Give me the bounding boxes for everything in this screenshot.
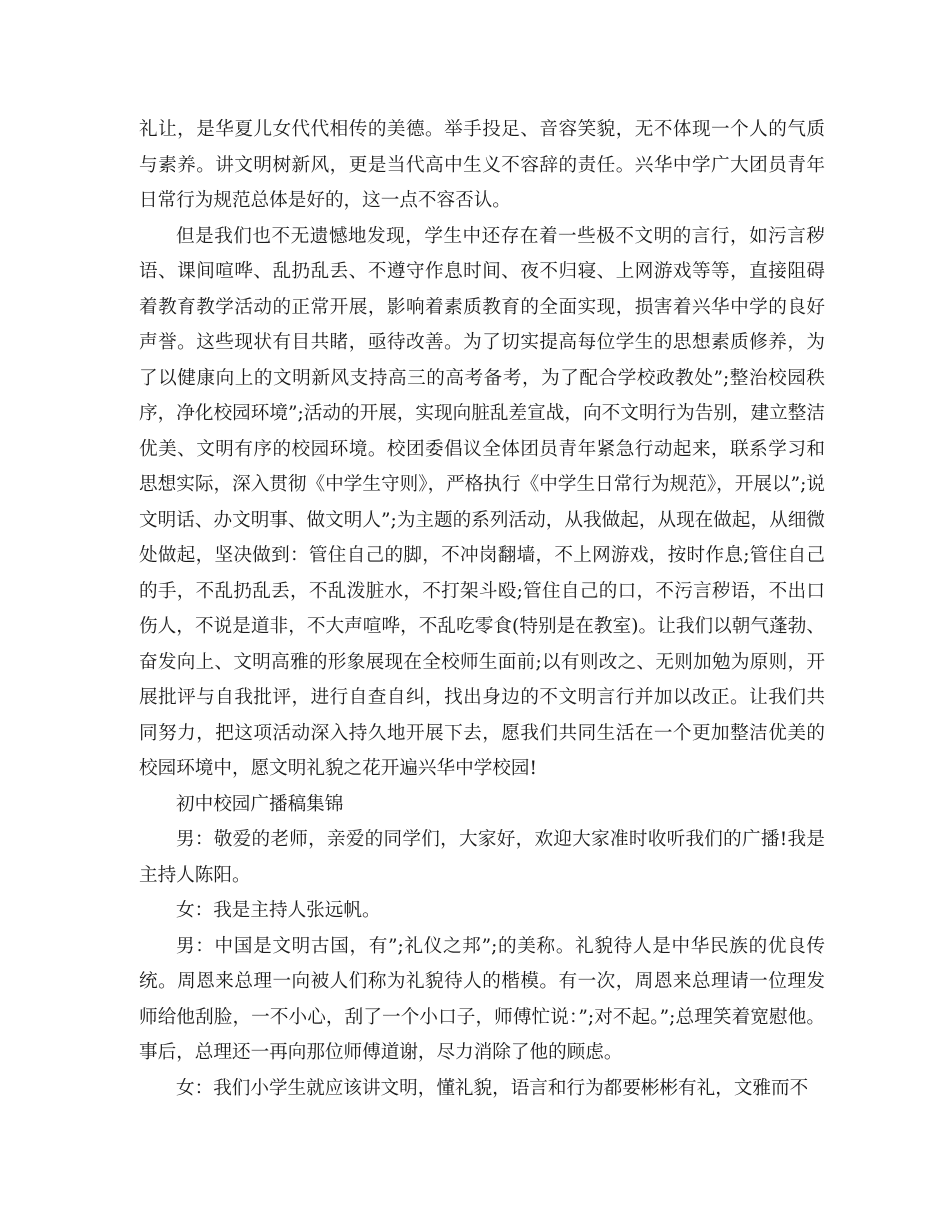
paragraph-female-host-intro: 女：我是主持人张远帆。 bbox=[176, 900, 381, 921]
paragraph-courtesy-intro: 礼让，是华夏儿女代代相传的美德。举手投足、音容笑貌，无不体现一个人的气质与素养。讲文明树新风，更是当代高中生义不容辞的责任。兴华中学广大团员青年日常行为规范总体是好的，这一点不容否认。 bbox=[139, 119, 825, 211]
document-body bbox=[139, 112, 825, 1106]
paragraph-female-host-courtesy: 女：我们小学生就应该讲文明，懂礼貌，语言和行为都要彬彬有礼，文雅而不 bbox=[176, 1077, 809, 1099]
paragraph-initiative: 但是我们也不无遗憾地发现，学生中还存在着一些极不文明的言行，如污言秽语、课间喧哗、乱扔乱丢、不遵守作息时间、夜不归寝、上网游戏等等，直接阻碍着教育教学活动的正常开展，影响着素质教育的全面实现，损害着兴华中学的良好声誉。这些现状有目共睹，亟待改善。为了切实提高每位学生的思想素质修养，为了以健康向上的文明新风支持高三的高考备考，为了配合学校政教处”;整治校园秩序，净化校园环境”;活动的开展，实现向脏乱差宣战，向不文明行为告别，建立整洁优美、文明有序的校园环境。校团委倡议全体团员青年紧急行动起来，联系学习和思想实际，深入贯彻《中学生守则》，严格执行《中学生日常行为规范》，开展以”;说文明话、办文明事、做文明人”;为主题的系列活动，从我做起，从现在做起，从细微处做起，坚决做到：管住自己的脚，不冲岗翻墙，不上网游戏，按时作息;管住自己的手，不乱扔乱丢，不乱泼脏水，不打架斗殴;管住自己的口，不污言秽语，不出口伤人，不说是道非，不大声喧哗，不乱吃零食(特别是在教室)。让我们以朝气蓬勃、奋发向上、文明高雅的形象展现在全校师生面前;以有则改之、无则加勉为原则，开展批评与自我批评，进行自查自纠，找出身边的不文明言行并加以改正。让我们共同努力，把这项活动深入持久地开展下去，愿我们共同生活在一个更加整洁优美的校园环境中，愿文明礼貌之花开遍兴华中学校园! bbox=[139, 225, 825, 779]
paragraph-male-host-greeting: 男：敬爱的老师，亲爱的同学们，大家好，欢迎大家准时收听我们的广播!我是主持人陈阳。 bbox=[139, 829, 825, 886]
paragraph-zhou-enlai-story: 男：中国是文明古国，有”;礼仪之邦”;的美称。礼貌待人是中华民族的优良传统。周恩来总理一向被人们称为礼貌待人的楷模。有一次，周恩来总理请一位理发师给他刮脸，一不小心，刮了一个小口子，师傅忙说：”;对不起。”;总理笑着宽慰他。事后，总理还一再向那位师傅道谢，尽力消除了他的顾虑。 bbox=[139, 935, 825, 1063]
section-heading-broadcast: 初中校园广播稿集锦 bbox=[176, 793, 344, 815]
